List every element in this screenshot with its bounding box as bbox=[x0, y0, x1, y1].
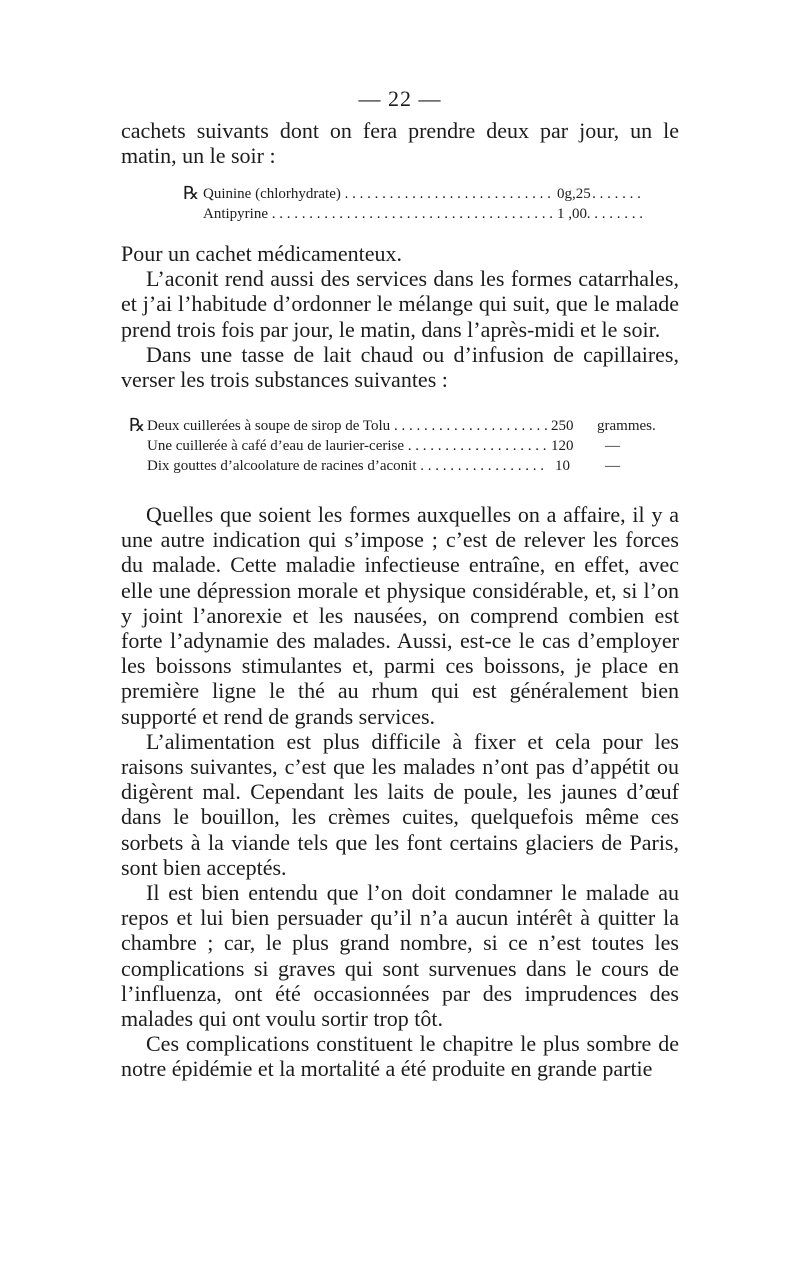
prescription-1-line bbox=[121, 184, 679, 204]
prescription-1-item-name: Quinine (chlorhydrate) . . . bbox=[203, 184, 643, 204]
paragraph-group-2 bbox=[121, 502, 679, 1082]
paragraph: Ces complications constituent le chapitre le plus sombre de notre épidémie et la mortalité a été produite en grande partie bbox=[121, 1031, 679, 1082]
prescription-2-item-unit: grammes. bbox=[597, 418, 656, 434]
prescription-2-item-unit: — bbox=[605, 458, 620, 474]
paragraph: L’alimentation est plus difficile à fixer et cela pour les raisons suivantes, c’est que les malades n’ont pas d’appétit ou digèrent mal. Cependant les laits de poule, les jaunes d’œuf dans le bouillon, les crèmes cuites, quelquefois même ces sorbets à la viande tels que les font certains glaciers de Paris, sont bien acceptés. bbox=[121, 728, 679, 880]
prescription-2-line bbox=[121, 416, 679, 436]
prescription-2-item-quantity: 120 bbox=[547, 436, 574, 456]
intro-paragraph bbox=[121, 118, 679, 168]
prescription-2-line bbox=[121, 436, 679, 456]
prescription-2-item-unit: — bbox=[605, 438, 620, 454]
paragraph: Dans une tasse de lait chaud ou d’infusion de capillaires, verser les trois substances suivantes : bbox=[121, 341, 679, 393]
prescription-2-item-quantity: 10 bbox=[551, 456, 570, 476]
prescription-1-line bbox=[121, 204, 679, 224]
prescription-2-line bbox=[121, 456, 679, 476]
recipe-symbol: ℞ bbox=[183, 183, 200, 203]
paragraph-group-1 bbox=[121, 241, 679, 392]
paragraph: L’aconit rend aussi des services dans les formes catarrhales, et j’ai l’habitude d’ordonner le mélange qui suit, que le malade prend trois fois par jour, le matin, dans l’après-midi et le soir. bbox=[121, 266, 679, 342]
prescription-1-item-name: Antipyrine . . . bbox=[203, 204, 643, 224]
prescription-2-item-name: Une cuillerée à café d’eau de laurier-cerise . . . bbox=[147, 436, 547, 456]
prescription-1-item-quantity: 1 ,00 bbox=[553, 204, 587, 224]
recipe-symbol: ℞ bbox=[129, 415, 146, 435]
prescription-2-item-quantity: 250 bbox=[547, 416, 574, 436]
prescription-1 bbox=[121, 184, 679, 224]
prescription-2 bbox=[121, 416, 679, 476]
prescription-2-item-name: Deux cuillerées à soupe de sirop de Tolu . . . bbox=[147, 416, 547, 436]
intro-text: cachets suivants dont on fera prendre deux par jour, un le matin, un le soir : bbox=[121, 118, 679, 169]
page-number: — 22 — bbox=[358, 86, 442, 111]
paragraph: Pour un cachet médicamenteux. bbox=[121, 241, 403, 266]
paragraph: Quelles que soient les formes auxquelles on a affaire, il y a une autre indication qui s’impose ; c’est de relever les forces du malade. Cette maladie infectieuse entraîne, en effet, avec elle une dépression morale et physique considérable, et, si l’on y joint l’anorexie et les nausées, on comprend combien est forte l’adynamie des malades. Aussi, est-ce le cas d’employer les boissons stimulantes et, parmi ces boissons, je place en première ligne le thé au rhum qui est généralement bien supporté et rend de grands services. bbox=[121, 502, 679, 729]
paragraph: Il est bien entendu que l’on doit condamner le malade au repos et lui bien persuader qu’il n’a aucun intérêt à quitter la chambre ; car, le plus grand nombre, si ce n’est toutes les complications si graves qui sont survenues dans le cours de l’influenza, ont été occasionnées par des imprudences des malades qui ont voulu sortir trop tôt. bbox=[121, 880, 679, 1032]
prescription-1-item-quantity: 0g,25 bbox=[553, 184, 591, 204]
prescription-2-item-name: Dix gouttes d’alcoolature de racines d’aconit . . . bbox=[147, 456, 547, 476]
